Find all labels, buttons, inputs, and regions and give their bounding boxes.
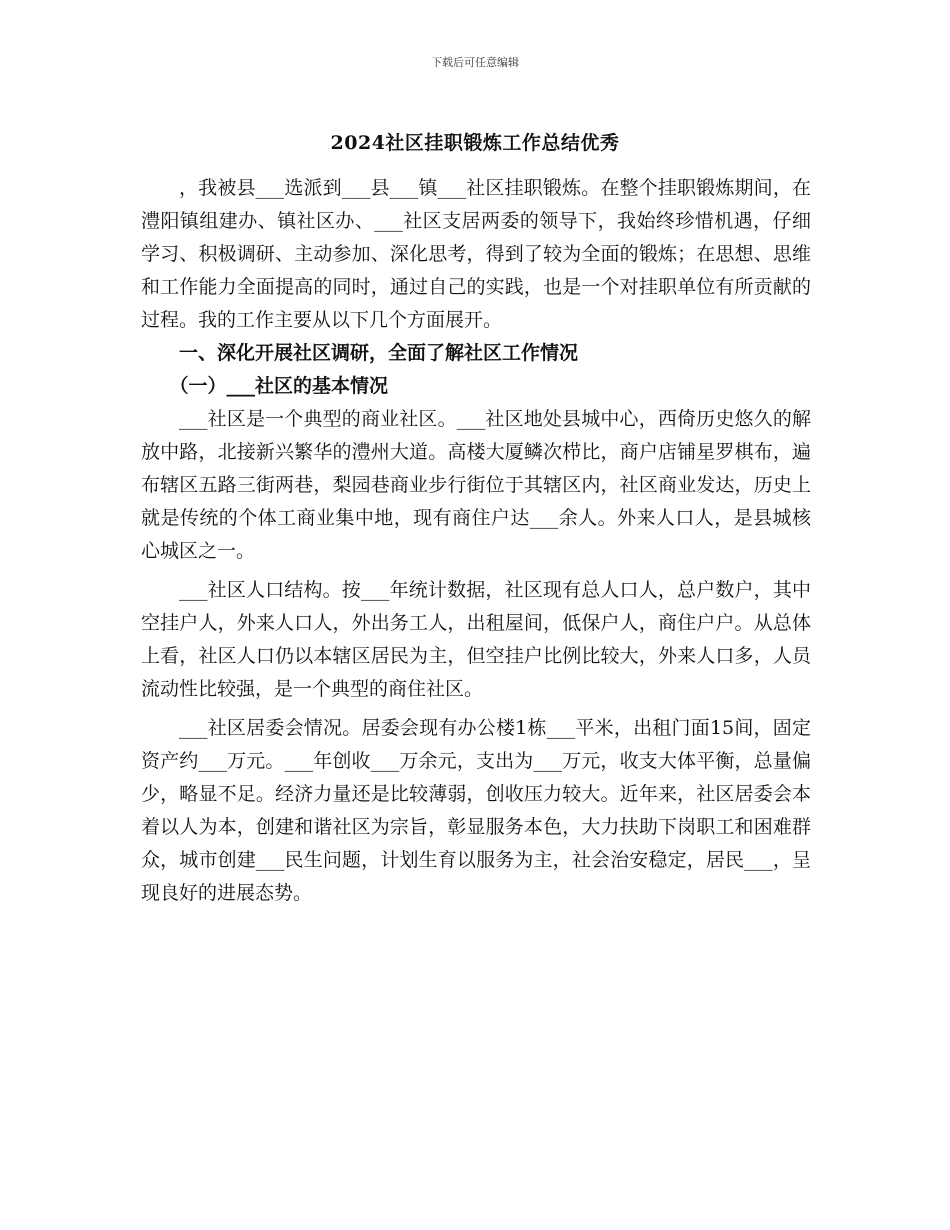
document-body bbox=[141, 172, 811, 910]
header-note: 下载后可任意编辑 bbox=[431, 56, 519, 69]
paragraph-population: ___社区人口结构。按___年统计数据，社区现有总人口人，总户数户，其中空挂户人，外来人口人，外出务工人，出租屋间，低保户人，商住户户。从总体上看，社区人口仍以本辖区居民为主，但空挂户比例比较大，外来人口多，人员流动性比较强，是一个典型的商住社区。 bbox=[141, 579, 811, 700]
paragraph-committee: ___社区居委会情况。居委会现有办公楼1栋___平米，出租门面15间，固定资产约___万元。___年创收___万余元，支出为___万元，收支大体平衡，总量偏少，略显不足。经济力量还是比较薄弱，创收压力较大。近年来，社区居委会本着以人为本，创建和谐社区为宗旨，彰显服务本色，大力扶助下岗职工和困难群众，城市创建___民生问题，计划生育以服务为主，社会治安稳定，居民___，呈现良好的进展态势。 bbox=[141, 717, 811, 904]
section-heading: 一、深化开展社区调研，全面了解社区工作情况 bbox=[179, 342, 579, 364]
subsection-heading: （一）___社区的基本情况 bbox=[169, 375, 389, 397]
intro-paragraph: ，我被县___选派到___县___镇___社区挂职锻炼。在整个挂职锻炼期间，在澧阳镇组建办、镇社区办、___社区支居两委的领导下，我始终珍惜机遇，仔细学习、积极调研、主动参加、深化思考，得到了较为全面的锻炼；在思想、思维和工作能力全面提高的同时，通过自己的实践，也是一个对挂职单位有所贡献的过程。我的工作主要从以下几个方面展开。 bbox=[141, 177, 811, 331]
document-title: 2024社区挂职锻炼工作总结优秀 bbox=[330, 132, 620, 154]
paragraph-community-overview: ___社区是一个典型的商业社区。___社区地处县城中心，西倚历史悠久的解放中路，北接新兴繁华的澧州大道。高楼大厦鳞次栉比，商户店铺星罗棋布，遍布辖区五路三街两巷，梨园巷商业步行街位于其辖区内，社区商业发达，历史上就是传统的个体工商业集中地，现有商住户达___余人。外来人口人，是县城核心城区之一。 bbox=[141, 408, 811, 562]
